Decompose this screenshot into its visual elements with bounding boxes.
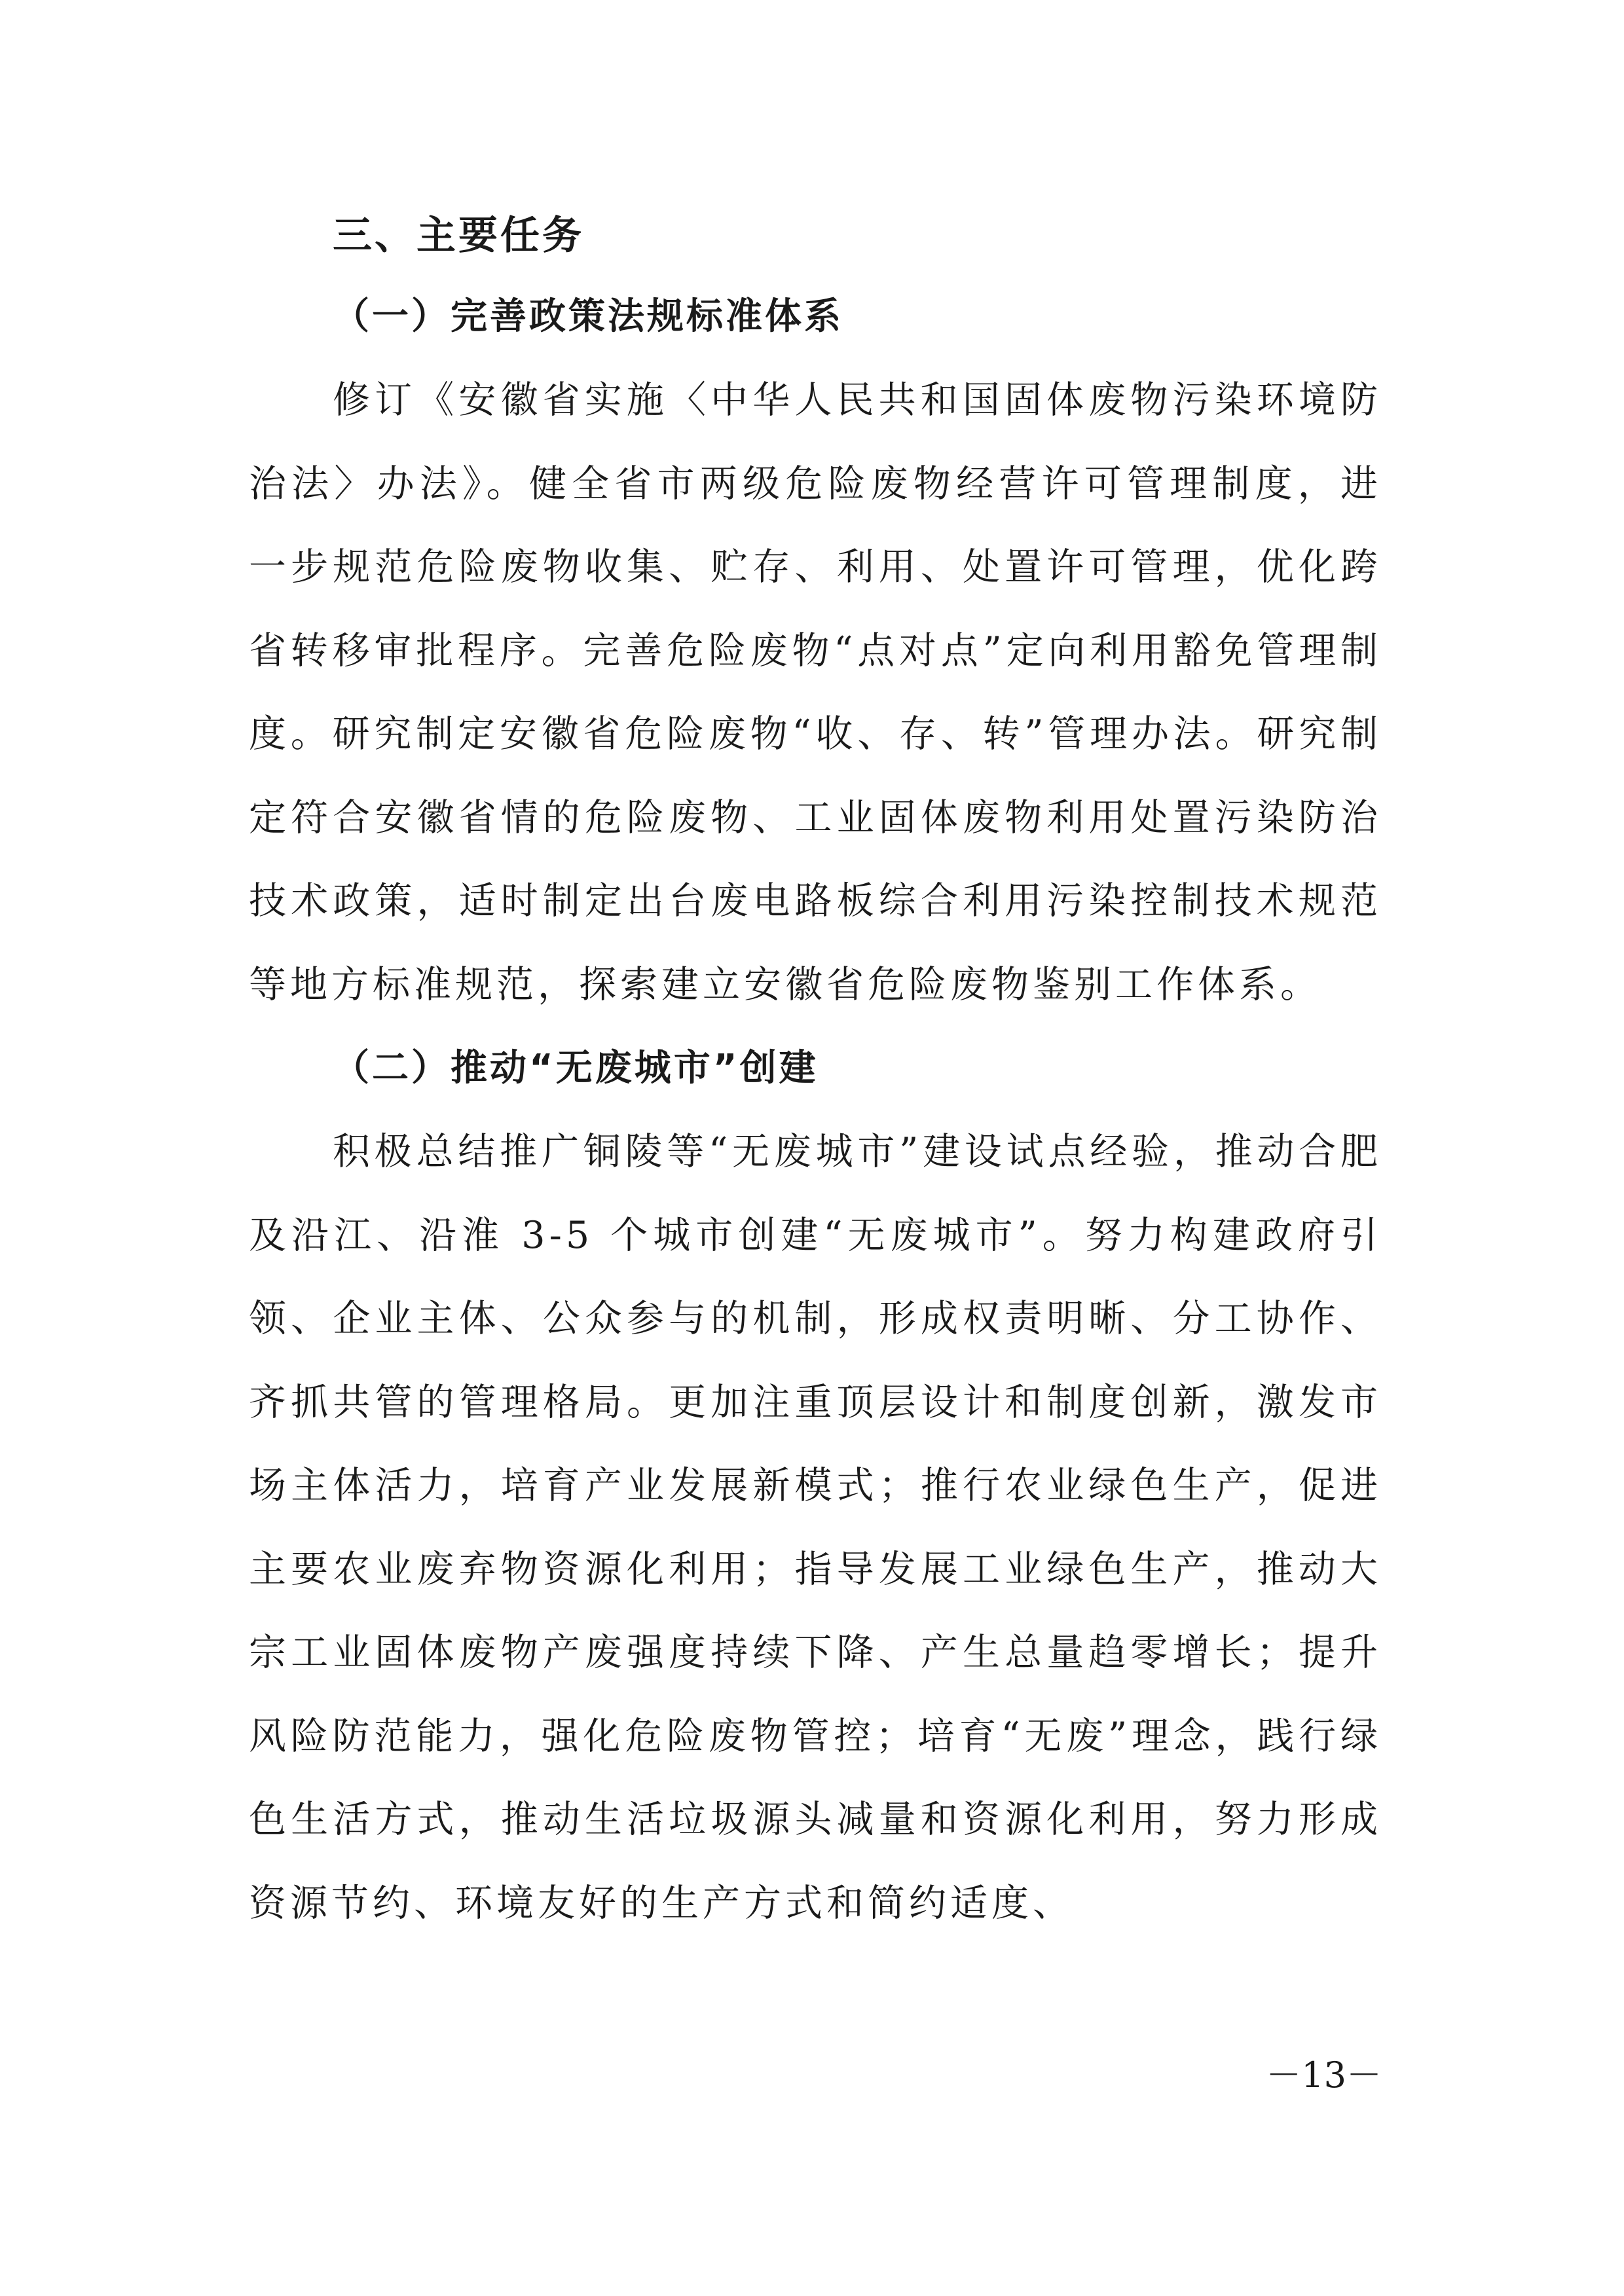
section-title: 三、主要任务 — [333, 213, 584, 259]
subsection-1-heading: （一）完善政策法规标准体系 — [333, 295, 843, 338]
page-number: －13－ — [1266, 2054, 1382, 2096]
page-content — [249, 196, 1382, 1945]
subsection-2-heading: （二）推动“无废城市”创建 — [333, 1047, 819, 1089]
subsection-1-body: 修订《安徽省实施〈中华人民共和国固体废物污染环境防治法〉办法》。健全省市两级危险废物经营许可管理制度，进一步规范危险废物收集、贮存、利用、处置许可管理，优化跨省转移审批程序。完善危险废物“点对点”定向利用豁免管理制度。研究制定安徽省危险废物“收、存、转”管理办法。研究制定符合安徽省情的危险废物、工业固体废物利用处置污染防治技术政策，适时制定出台废电路板综合利用污染控制技术规范等地方标准规范，探索建立安徽省危险废物鉴别工作体系。 — [249, 378, 1382, 1006]
subsection-2-body: 积极总结推广铜陵等“无废城市”建设试点经验，推动合肥及沿江、沿淮 3-5 个城市创建“无废城市”。努力构建政府引领、企业主体、公众参与的机制，形成权责明晰、分工协作、齐抓共管的管理格局。更加注重顶层设计和制度创新，激发市场主体活力，培育产业发展新模式；推行农业绿色生产，促进主要农业废弃物资源化利用；指导发展工业绿色生产，推动大宗工业固体废物产废强度持续下降、产生总量趋零增长；提升风险防范能力，强化危险废物管控；培育“无废”理念，践行绿色生活方式，推动生活垃圾源头减量和资源化利用，努力形成资源节约、环境友好的生产方式和简约适度、 — [249, 1130, 1382, 1925]
